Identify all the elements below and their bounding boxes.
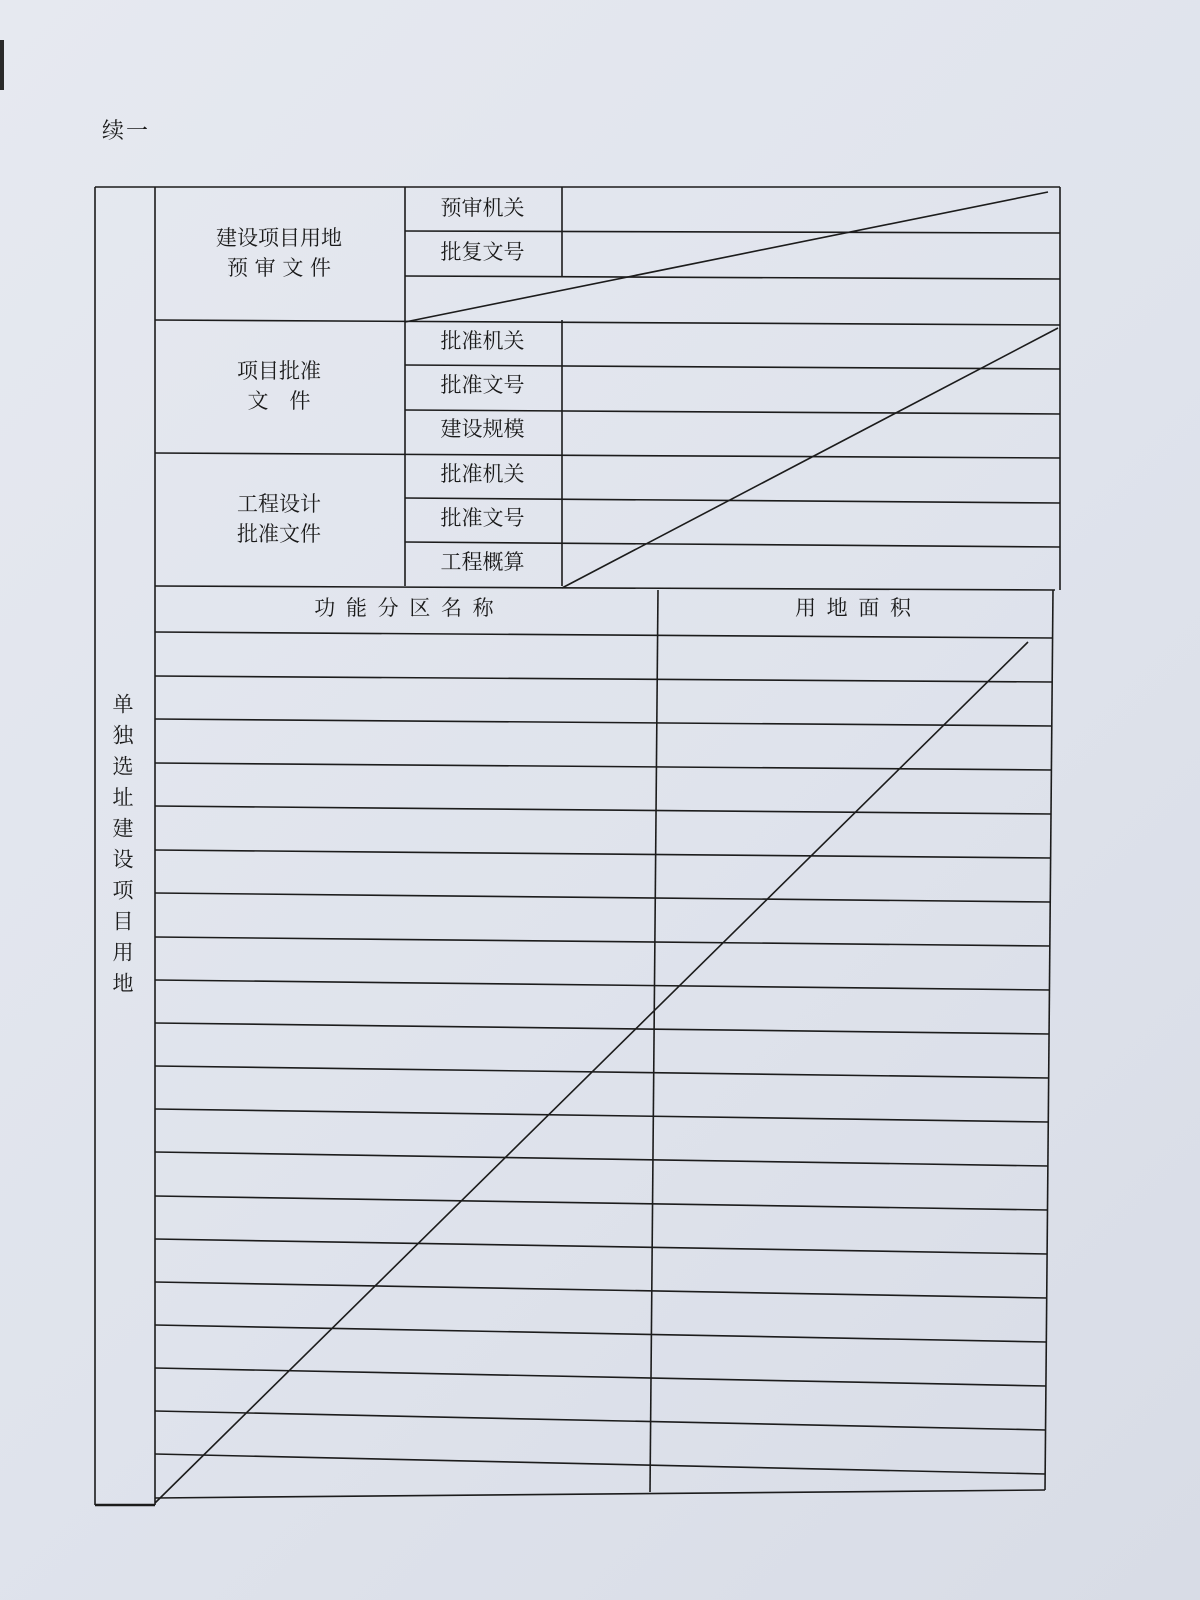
area-row-line [155,719,1052,726]
area-row-line [155,893,1050,902]
area-row-line [155,980,1050,990]
header-land-area: 用 地 面 积 [794,596,914,621]
area-row-line [155,1152,1048,1166]
area-row-line [155,1454,1045,1474]
area-row-line [155,1325,1046,1342]
field-label-design-approval-authority: 批准机关 [440,462,525,487]
area-row-line [155,763,1052,770]
group-label-project-approval: 项目批准 文 件 [237,359,321,413]
area-row-line [155,850,1051,858]
group-separator-2 [155,453,1060,458]
group-separator-1 [155,320,1060,325]
field-label-approval-document-number: 批准文号 [440,373,525,398]
field-label-engineering-budget: 工程概算 [440,550,525,575]
field-label-design-approval-document-number: 批准文号 [440,506,525,531]
area-row-line [155,1109,1048,1122]
header-functional-zone-name: 功 能 分 区 名 称 [314,596,496,621]
field-row-line-2-2 [405,410,1060,414]
field-label-approval-authority: 批准机关 [440,329,525,354]
field-row-line-3-2 [405,542,1060,547]
section-vertical-label-text: 单独选址建设项目用地 [110,692,134,1003]
field-label-construction-scale: 建设规模 [440,417,525,442]
page-title: 续一 [102,119,151,144]
diagonal-strike-area-table [155,642,1028,1503]
frame-right-lower-line [1045,590,1053,1490]
field-label-preapproval-document-number: 批复文号 [440,240,525,265]
area-table-bottom-line [155,1490,1045,1498]
area-row-line [155,632,1053,638]
area-row-line [155,1196,1048,1210]
area-row-line [155,806,1051,814]
group-separator-3 [155,586,1055,590]
field-row-line-1-1 [405,231,1060,233]
field-row-line-1-2 [405,276,1060,279]
diagonal-strike-preapproval [405,192,1048,322]
area-row-line [155,1239,1047,1254]
field-row-line-2-1 [405,365,1060,369]
area-row-line [155,1066,1049,1078]
area-row-line [155,937,1050,946]
area-row-line [155,1282,1047,1298]
area-table-column-divider [650,590,658,1492]
group-label-engineering-approval: 工程设计 批准文件 [237,492,321,546]
area-row-line [155,1023,1049,1034]
area-row-line [155,676,1052,682]
area-row-line [155,1411,1046,1430]
group-label-preapproval: 建设项目用地 预 审 文 件 [216,226,342,280]
field-label-preapproval-authority: 预审机关 [440,196,525,221]
